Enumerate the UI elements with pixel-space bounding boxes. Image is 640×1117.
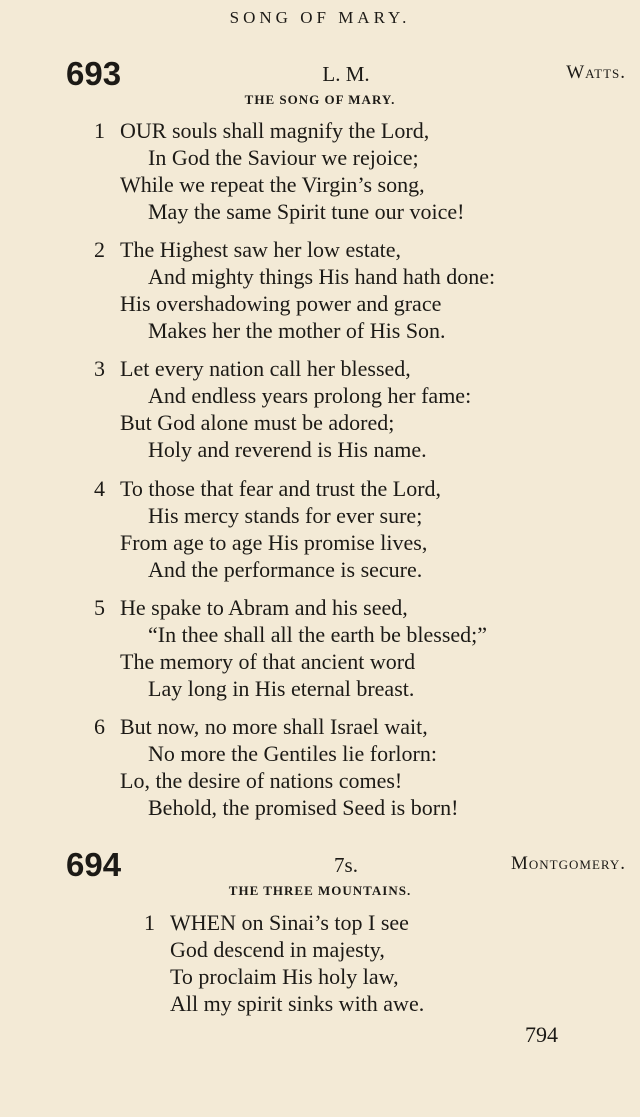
- hymn-693-header: [66, 56, 626, 96]
- stanza-number: 6: [94, 714, 105, 739]
- verse-line: And endless years prolong her fame:: [148, 383, 472, 408]
- verse-line: And mighty things His hand hath done:: [148, 264, 496, 289]
- verse-line: To proclaim His holy law,: [170, 964, 399, 989]
- hymn-author: Watts.: [566, 62, 626, 83]
- verse-line: Holy and reverend is His name.: [148, 437, 427, 462]
- verse-line: OUR souls shall magnify the Lord,: [120, 118, 430, 143]
- verse-line: In God the Saviour we rejoice;: [148, 145, 419, 170]
- running-head: SONG OF MARY.: [229, 8, 411, 27]
- stanza-number: 1: [144, 910, 155, 935]
- verse-line: Lay long in His eternal breast.: [148, 676, 415, 701]
- stanza-1: [0, 117, 640, 225]
- verse-line: Makes her the mother of His Son.: [148, 318, 446, 343]
- stanza-number: 2: [94, 237, 105, 262]
- verse-line: “In thee shall all the earth be blessed;”: [148, 622, 488, 647]
- verse-line: While we repeat the Virgin’s song,: [120, 172, 425, 197]
- stanza-number: 1: [94, 118, 105, 143]
- verse-line: May the same Spirit tune our voice!: [148, 199, 465, 224]
- verse-line: All my spirit sinks with awe.: [170, 991, 425, 1016]
- verse-line: But God alone must be adored;: [120, 410, 395, 435]
- verse-line: But now, no more shall Israel wait,: [120, 714, 428, 739]
- verse-line: He spake to Abram and his seed,: [120, 595, 408, 620]
- hymn-meter: L. M.: [322, 62, 370, 86]
- verse-line: The Highest saw her low estate,: [120, 237, 402, 262]
- verse-line: The memory of that ancient word: [120, 649, 416, 674]
- stanza-number: 3: [94, 356, 105, 381]
- stanza-number: 4: [94, 476, 105, 501]
- verse-line: And the performance is secure.: [148, 557, 423, 582]
- verse-line: Lo, the desire of nations comes!: [120, 768, 403, 793]
- hymn-694-header: [66, 847, 626, 887]
- stanza-number: 5: [94, 595, 105, 620]
- hymn-title: THE SONG OF MARY.: [244, 92, 396, 107]
- verse-line: To those that fear and trust the Lord,: [120, 476, 442, 501]
- stanza-3: [0, 355, 640, 463]
- stanza-6: [0, 713, 640, 821]
- hymn-number: 694: [66, 846, 122, 883]
- verse-line: WHEN on Sinai’s top I see: [170, 910, 409, 935]
- hymn-author: Montgomery.: [511, 853, 626, 874]
- verse-line: From age to age His promise lives,: [120, 530, 428, 555]
- verse-line: No more the Gentiles lie forlorn:: [148, 741, 437, 766]
- stanza-4: [0, 475, 640, 583]
- hymn-number: 693: [66, 55, 122, 92]
- verse-line: His overshadowing power and grace: [120, 291, 442, 316]
- stanza-5: [0, 594, 640, 702]
- page-number: 794: [525, 1022, 558, 1047]
- verse-line: Behold, the promised Seed is born!: [148, 795, 459, 820]
- hymn-title: THE THREE MOUNTAINS.: [228, 883, 412, 898]
- verse-line: God descend in majesty,: [170, 937, 385, 962]
- stanza-1: [0, 909, 640, 1017]
- hymn-meter: 7s.: [334, 853, 358, 877]
- verse-line: His mercy stands for ever sure;: [148, 503, 423, 528]
- verse-line: Let every nation call her blessed,: [120, 356, 411, 381]
- stanza-2: [0, 236, 640, 344]
